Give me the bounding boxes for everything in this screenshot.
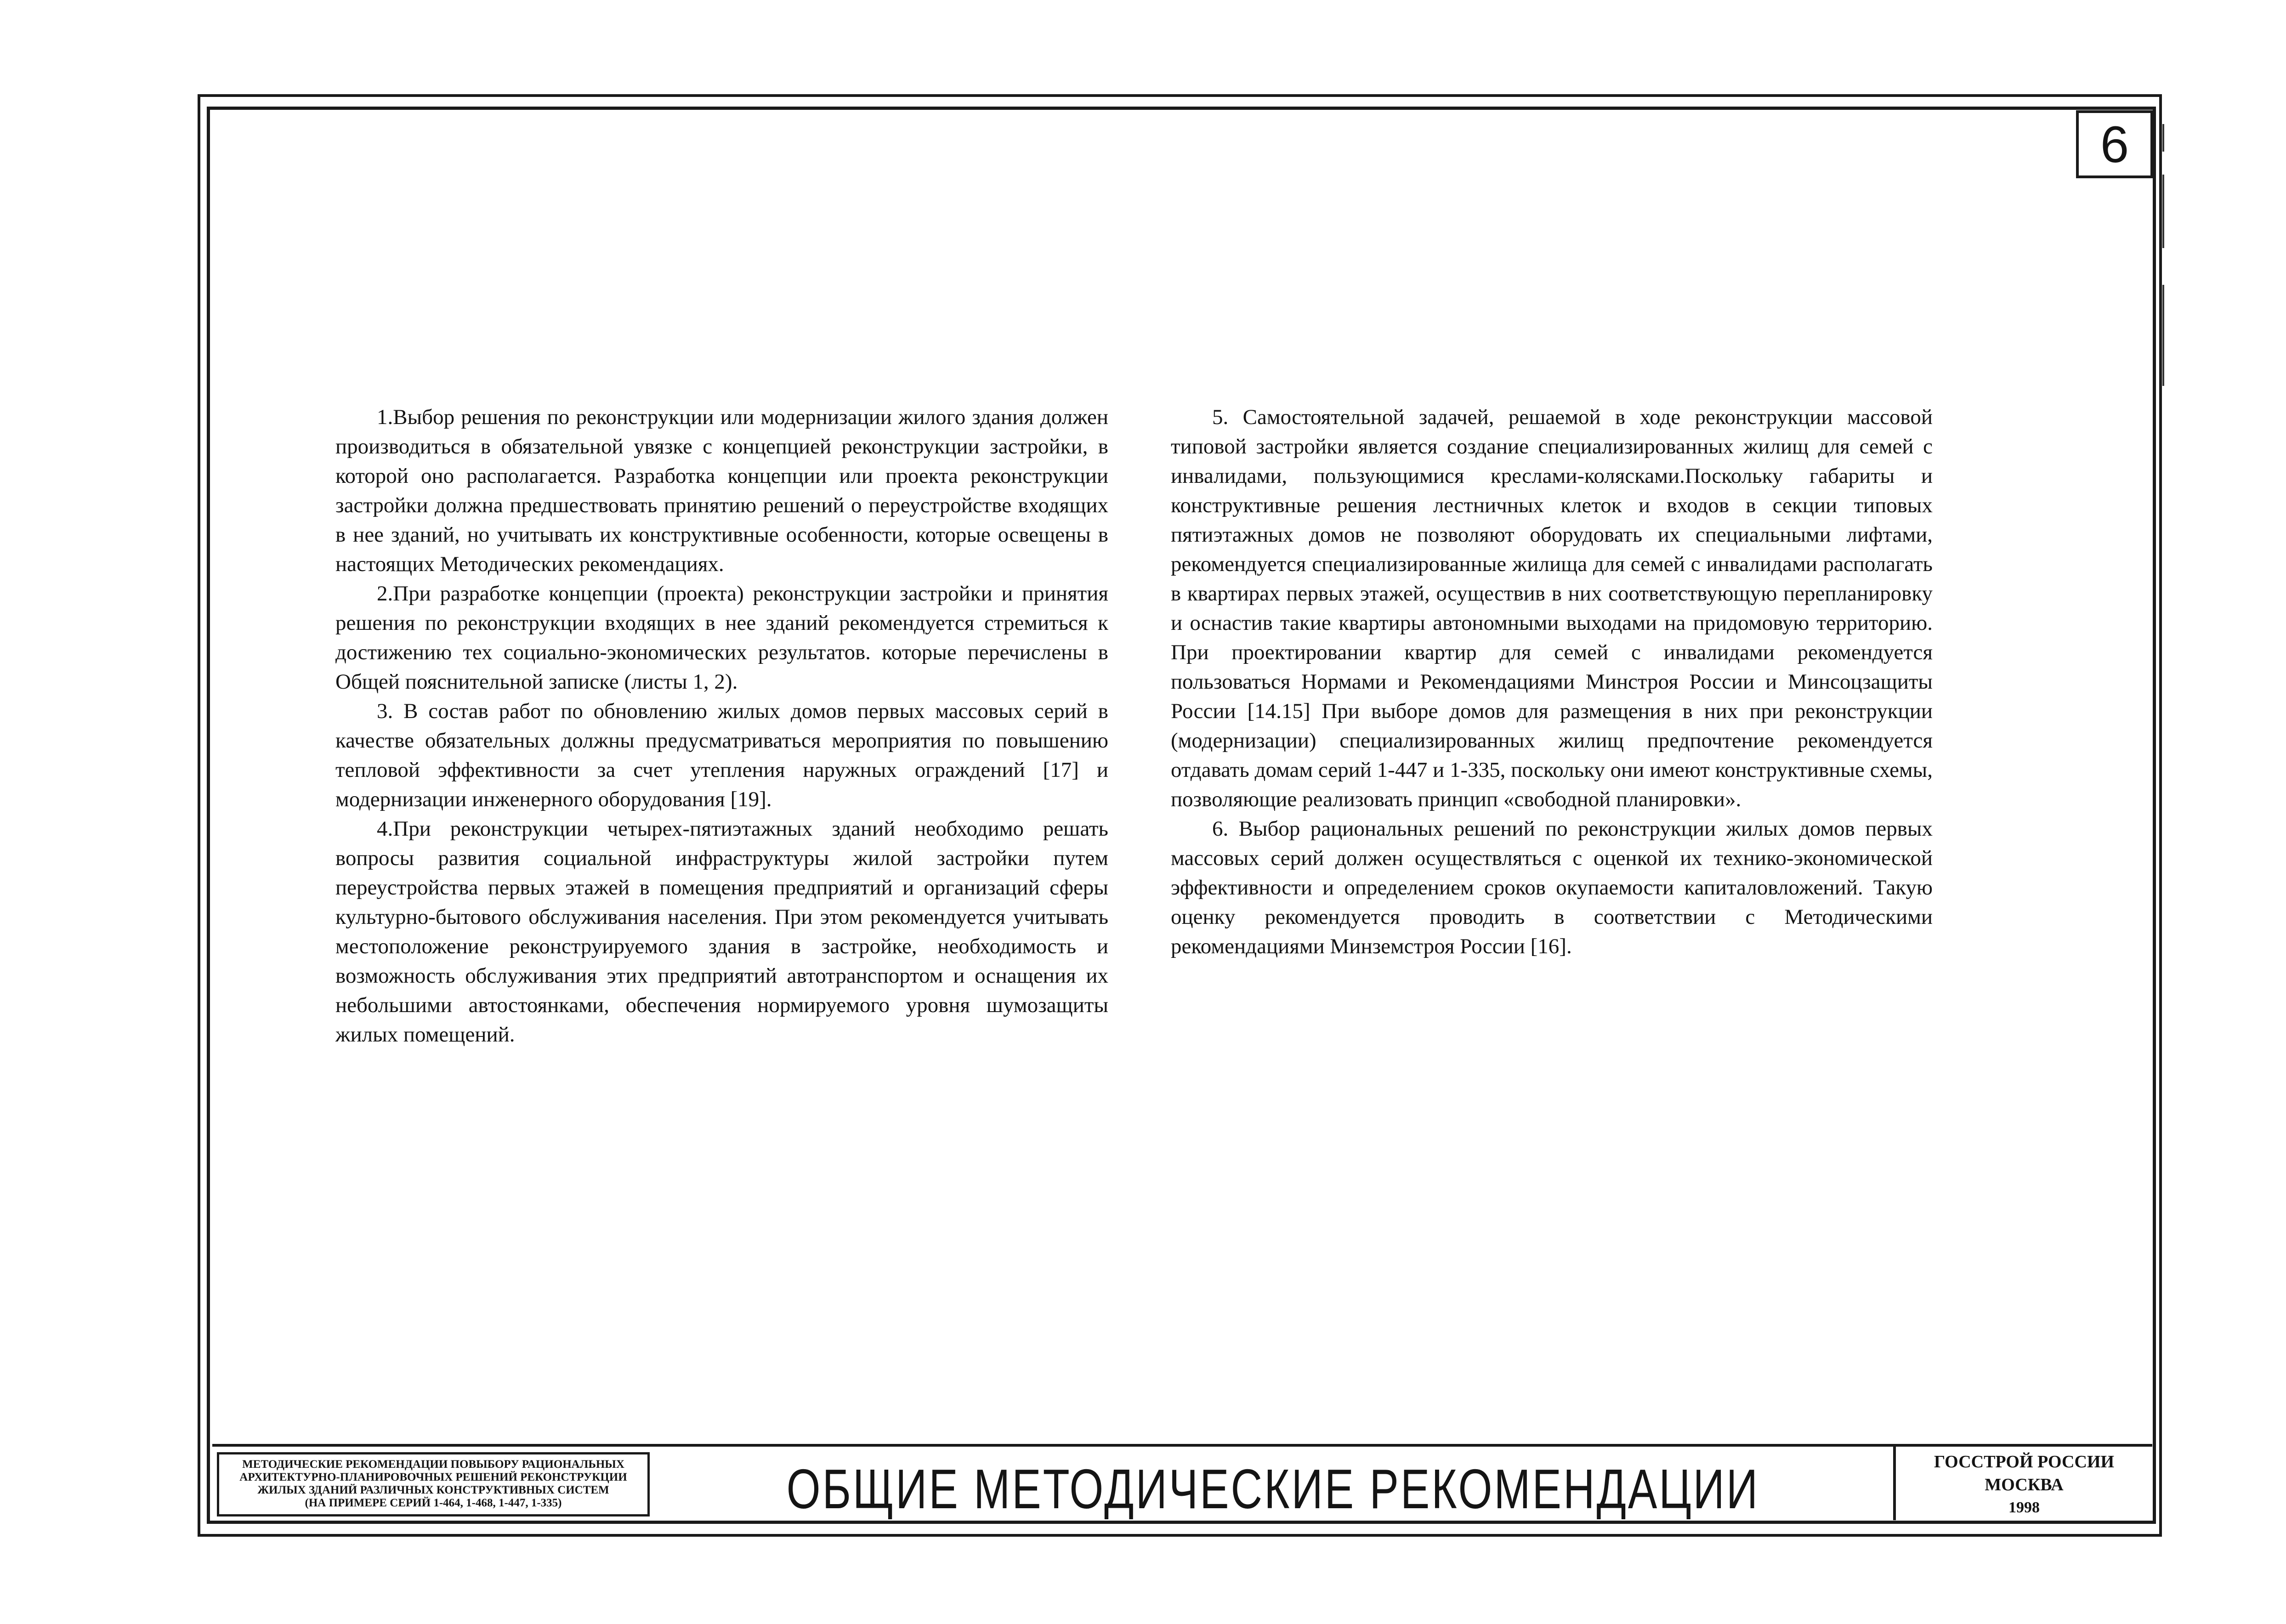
document-name-line: ЖИЛЫХ ЗДАНИЙ РАЗЛИЧНЫХ КОНСТРУКТИВНЫХ СИСТЕМ bbox=[257, 1484, 609, 1496]
document-name-line: АРХИТЕКТУРНО-ПЛАНИРОВОЧНЫХ РЕШЕНИЙ РЕКОНСТРУКЦИИ bbox=[239, 1471, 627, 1483]
document-name-box bbox=[217, 1452, 650, 1516]
document-name-line: (НА ПРИМЕРЕ СЕРИЙ 1-464, 1-468, 1-447, 1-335) bbox=[305, 1497, 562, 1509]
paragraph-2: 2.При разработке концепции (проекта) реконструкции застройки и принятия решения по реконструкции входящих в нее зданий рекомендуется стремиться к достижению тех социально-экономических результатов. которые перечислены в Общей пояснительной записке (листы 1, 2). bbox=[335, 582, 1108, 694]
paragraph-1: 1.Выбор решения по реконструкции или модернизации жилого здания должен производиться в обязательной увязке с концепцией реконструкции застройки, в которой оно располагается. Разработка концепции или проекта реконструкции застройки должна предшествовать принятию решений о переустройстве входящих в нее зданий, но учитывать их конструктивные особенности, которые освещены в настоящих Методических рекомендациях. bbox=[335, 405, 1108, 576]
edge-mark bbox=[2162, 124, 2164, 152]
edge-mark bbox=[2162, 285, 2164, 386]
paragraph-5: 5. Самостоятельной задачей, решаемой в ходе реконструкции массовой типовой застройки является создание специализированных жилищ для семей с инвалидами, пользующимися креслами-колясками.Поскольку габариты и конструктивные решения лестничных клеток и входов в секции типовых пятиэтажных домов не позволяют оборудовать их специальными лифтами, рекомендуется специализированные жилища для семей с инвалидами располагать в квартирах первых этажей, осуществив в них соответствующую перепланировку и оснастив такие квартиры автономными выходами на придомовую территорию. При проектировании квартир для семей с инвалидами рекомендуется пользоваться Нормами и Рекомендациями Минстроя России и Минсоцзащиты России [14.15] При выборе домов для размещения в них при реконструкции (модернизации) специализированных жилищ предпочтение рекомендуется отдавать домам серий 1-447 и 1-335, поскольку они имеют конструктивные схемы, позволяющие реализовать принцип «свободной планировки». bbox=[1171, 405, 1933, 811]
paragraph-3: 3. В состав работ по обновлению жилых домов первых массовых серий в качестве обязательных должны предусматриваться мероприятия по повышению тепловой эффективности за счет утепления наружных ограждений [17] и модернизации инженерного оборудования [19]. bbox=[335, 699, 1108, 811]
edge-mark bbox=[2162, 175, 2164, 248]
title-block bbox=[212, 1444, 2152, 1520]
right-text-column bbox=[1171, 402, 1933, 961]
organization-name: ГОССТРОЙ РОССИИ bbox=[1934, 1452, 2115, 1471]
organization-city: МОСКВА bbox=[1985, 1475, 2064, 1494]
sheet-title: ОБЩИЕ МЕТОДИЧЕСКИЕ РЕКОМЕНДАЦИИ bbox=[786, 1458, 1760, 1520]
left-text-column bbox=[335, 402, 1108, 1049]
document-year: 1998 bbox=[2008, 1499, 2040, 1516]
organization-box bbox=[1896, 1447, 2152, 1520]
sheet-number: 6 bbox=[2076, 110, 2153, 178]
document-name-line: МЕТОДИЧЕСКИЕ РЕКОМЕНДАЦИИ ПОВЫБОРУ РАЦИОНАЛЬНЫХ bbox=[242, 1458, 624, 1471]
paragraph-4: 4.При реконструкции четырех-пятиэтажных зданий необходимо решать вопросы развития социальной инфраструктуры жилой застройки путем переустройства первых этажей в помещения предприятий и организаций сферы культурно-бытового обслуживания населения. При этом рекомендуется учитывать местоположение реконструируемого здания в застройке, необходимость и возможность обслуживания этих предприятий автотранспортом и оснащения их небольшими автостоянками, обеспечения нормируемого уровня шумозащиты жилых помещений. bbox=[335, 817, 1108, 1047]
paragraph-6: 6. Выбор рациональных решений по реконструкции жилых домов первых массовых серий должен осуществляться с оценкой их технико-экономической эффективности и определением сроков окупаемости капиталовложений. Такую оценку рекомендуется проводить в соответствии с Методическими рекомендациями Минземстроя России [16]. bbox=[1171, 817, 1933, 958]
